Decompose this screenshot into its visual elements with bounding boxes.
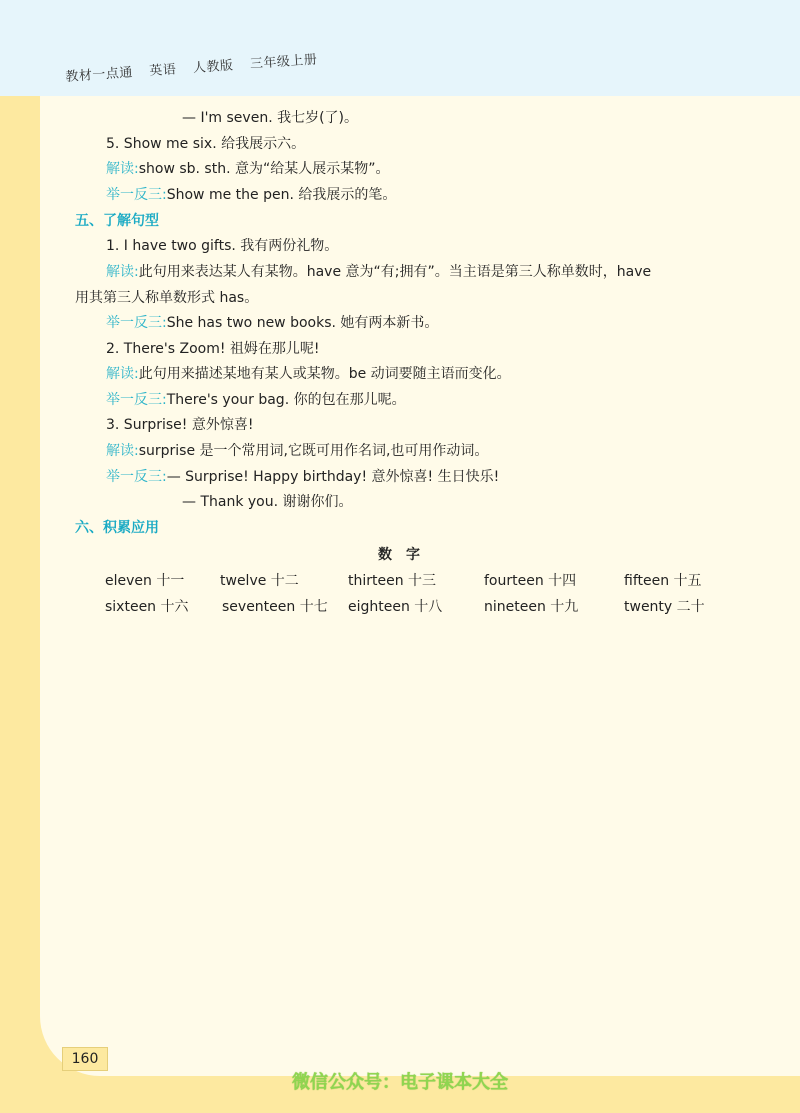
example-text: Show me the pen. 给我展示的笔。 [166, 187, 397, 203]
header-subject: 英语 [148, 62, 177, 80]
number-word: twenty 二十 [624, 599, 705, 615]
explanation-label: 解读: [106, 264, 139, 280]
dialogue-line: — I'm seven. 我七岁(了)。 [182, 110, 359, 126]
number-word: eighteen 十八 [348, 599, 443, 615]
number-word: eleven 十一 [105, 573, 185, 589]
header-edition: 人教版 [192, 58, 234, 77]
explanation-line [106, 159, 390, 179]
number-word: thirteen 十三 [348, 573, 437, 589]
explanation-label: 解读: [106, 443, 139, 459]
sentence-item: 2. There's Zoom! 祖姆在那儿呢! [106, 341, 320, 357]
number-word: sixteen 十六 [105, 599, 189, 615]
explanation-text: surprise 是一个常用词,它既可用作名词,也可用作动词。 [138, 443, 489, 459]
number-word: twelve 十二 [220, 573, 299, 589]
header-grade: 三年级上册 [249, 52, 318, 73]
sentence-item: 3. Surprise! 意外惊喜! [106, 417, 254, 433]
example-label: 举一反三: [106, 392, 167, 408]
sentence-item: 5. Show me six. 给我展示六。 [106, 136, 306, 152]
explanation-label: 解读: [106, 161, 139, 177]
example-text: She has two new books. 她有两本新书。 [166, 315, 439, 331]
explanation-continuation: 用其第三人称单数形式 has。 [75, 290, 259, 306]
explanation-text: 此句用来表达某人有某物。have 意为“有;拥有”。当主语是第三人称单数时，have [138, 264, 652, 280]
section-heading-5: 五、了解句型 [75, 213, 159, 229]
explanation-line [106, 441, 488, 461]
numbers-title: 数字 [378, 547, 434, 563]
footer-watermark: 微信公众号：电子课本大全 [292, 1072, 508, 1093]
sentence-item: 1. I have two gifts. 我有两份礼物。 [106, 238, 339, 254]
number-word: fourteen 十四 [484, 573, 577, 589]
number-word: nineteen 十九 [484, 599, 579, 615]
explanation-line [106, 262, 651, 282]
dialogue-line: — Thank you. 谢谢你们。 [182, 494, 353, 510]
example-line [106, 390, 406, 410]
header-book: 教材一点通 [64, 65, 134, 85]
example-label: 举一反三: [106, 315, 167, 331]
section-heading-6: 六、积累应用 [75, 520, 159, 536]
example-text: There's your bag. 你的包在那儿呢。 [166, 392, 406, 408]
example-line [106, 467, 499, 487]
example-text: — Surprise! Happy birthday! 意外惊喜! 生日快乐! [166, 469, 500, 485]
page-edge-strip [0, 96, 40, 1113]
number-word: seventeen 十七 [222, 599, 328, 615]
page-number: 160 [62, 1047, 108, 1071]
example-line [106, 313, 438, 333]
explanation-text: 此句用来描述某地有某人或某物。be 动词要随主语而变化。 [138, 366, 511, 382]
example-label: 举一反三: [106, 469, 167, 485]
explanation-text: show sb. sth. 意为“给某人展示某物”。 [138, 161, 390, 177]
number-word: fifteen 十五 [624, 573, 702, 589]
explanation-label: 解读: [106, 366, 139, 382]
example-label: 举一反三: [106, 187, 167, 203]
example-line [106, 185, 396, 205]
explanation-line [106, 364, 511, 384]
